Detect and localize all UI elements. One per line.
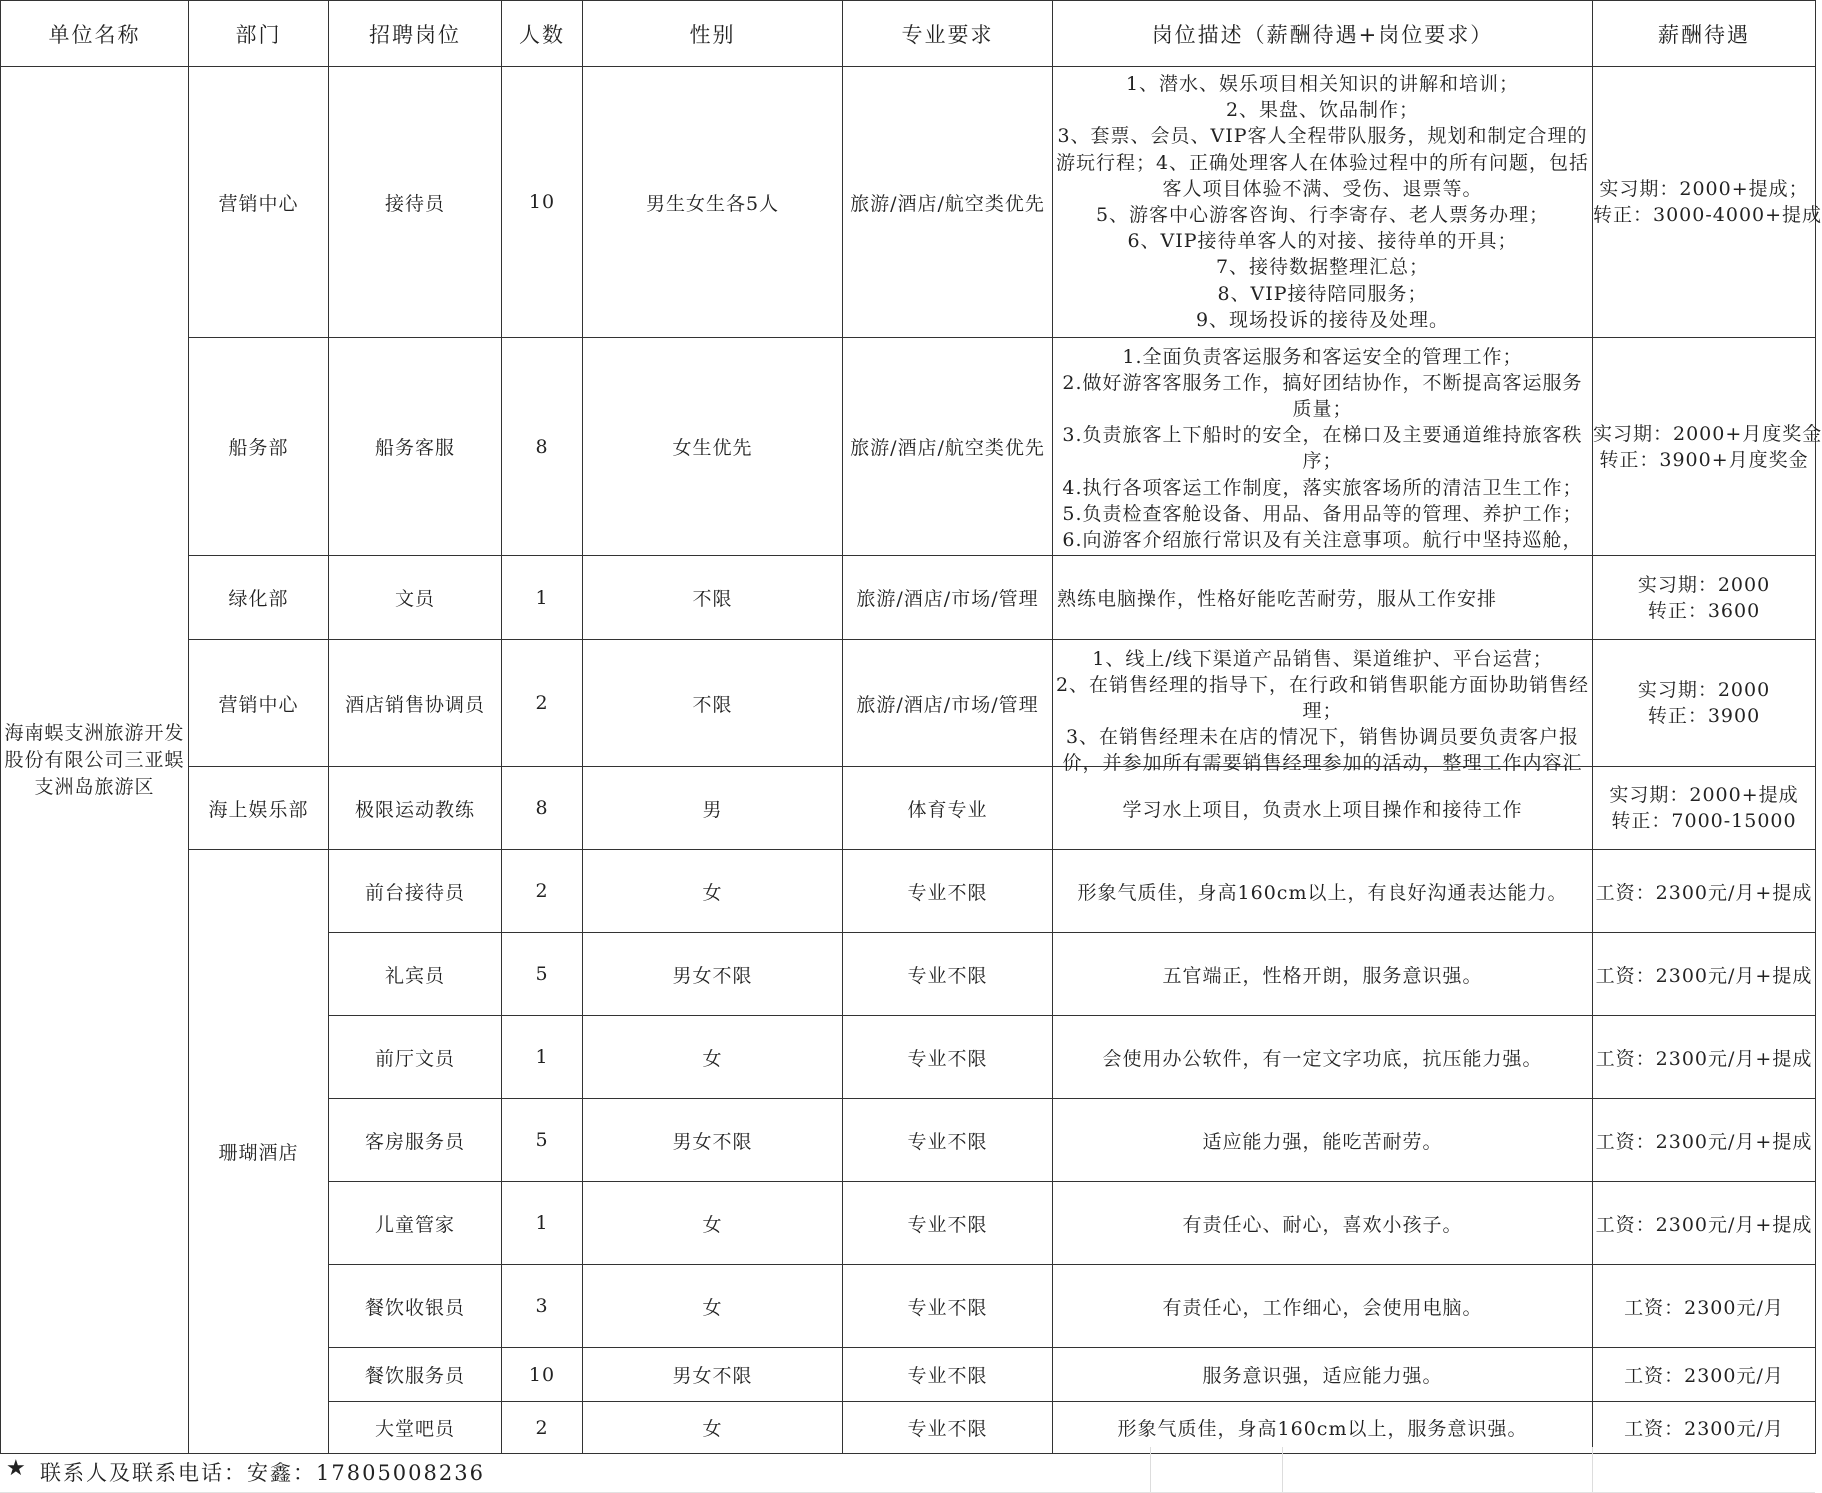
desc-line: 1.全面负责客运服务和客运安全的管理工作； [1122,345,1523,368]
desc-line: 客人项目体验不满、受伤、退票等。 [1162,177,1483,200]
desc-line: 游玩行程；4、正确处理客人在体验过程中的所有问题，包括 [1055,151,1590,174]
pay-cell: 工资：2300元/月 [1593,1402,1816,1454]
header-company: 单位名称 [1,1,189,67]
desc-line: 6.向游客介绍旅行常识及有关注意事项。航行中坚持巡舱， [1062,528,1583,551]
pay-cell: 工资：2300元/月+提成 [1593,933,1816,1016]
company-name: 海南蜈支洲旅游开发股份有限公司三亚蜈支洲岛旅游区 [4,721,185,798]
pay-cell: 工资：2300元/月+提成 [1593,850,1816,933]
gender-cell: 男女不限 [583,1099,843,1182]
count-cell: 1 [502,1016,583,1099]
major-cell: 旅游/酒店/航空类优先 [843,67,1053,338]
major-cell: 体育专业 [843,767,1053,850]
grid-divider [1592,1447,1593,1493]
header-pay: 薪酬待遇 [1593,1,1816,67]
pay-cell: 工资：2300元/月+提成 [1593,1016,1816,1099]
dept-cell: 珊瑚酒店 [189,850,329,1454]
count-cell: 1 [502,1182,583,1265]
count-cell: 2 [502,1402,583,1454]
desc-cell: 形象气质佳，身高160cm以上，有良好沟通表达能力。 [1053,850,1593,933]
gender-cell: 女生优先 [583,338,843,556]
desc-line: 8、VIP接待陪同服务； [1217,282,1428,305]
desc-cell: 五官端正，性格开朗，服务意识强。 [1053,933,1593,1016]
dept-cell: 海上娱乐部 [189,767,329,850]
desc-line: 3.负责旅客上下船时的安全，在梯口及主要通道维持旅客秩 [1062,424,1583,447]
desc-line: 3、在销售经理未在店的情况下，销售协调员要负责客户报 [1065,726,1580,749]
pay-line: 实习期：2000+提成； [1599,178,1809,200]
count-cell: 1 [502,556,583,640]
major-cell: 专业不限 [843,850,1053,933]
desc-line: 9、现场投诉的接待及处理。 [1195,308,1450,331]
pay-line: 转正：3900 [1647,705,1761,727]
position-cell: 礼宾员 [329,933,502,1016]
pay-cell: 工资：2300元/月 [1593,1265,1816,1348]
pay-line: 转正：3600 [1647,599,1761,622]
desc-line: 4.执行各项客运工作制度，落实旅客场所的清洁卫生工作； [1062,476,1583,499]
pay-line: 实习期：2000 [1637,679,1771,701]
footer [0,1447,1815,1493]
pay-cell: 工资：2300元/月 [1593,1348,1816,1402]
pay-line: 转正：3000-4000+提成 [1593,204,1822,226]
header-position: 招聘岗位 [329,1,502,67]
gender-cell: 女 [583,1402,843,1454]
desc-line: 7、接待数据整理汇总； [1215,256,1430,279]
desc-cell: 熟练电脑操作，性格好能吃苦耐劳，服从工作安排 [1053,556,1593,640]
position-cell: 大堂吧员 [329,1402,502,1454]
count-cell: 8 [502,338,583,556]
count-cell: 3 [502,1265,583,1348]
position-cell: 船务客服 [329,338,502,556]
desc-line: 5、游客中心游客咨询、行李寄存、老人票务办理； [1095,204,1550,227]
grid-divider [1150,1447,1151,1493]
position-cell: 客房服务员 [329,1099,502,1182]
major-cell: 旅游/酒店/市场/管理 [843,640,1053,767]
contact-info: 联系人及联系电话：安鑫：17805008236 [40,1461,485,1485]
company-name-cell [1,67,189,1454]
major-cell: 专业不限 [843,1402,1053,1454]
pay-line: 实习期：2000+月度奖金 [1593,422,1822,445]
dept-cell: 营销中心 [189,67,329,338]
count-cell: 2 [502,640,583,767]
pay-cell: 工资：2300元/月+提成 [1593,1099,1816,1182]
count-cell: 10 [502,67,583,338]
pay-line: 实习期：2000 [1637,573,1771,596]
header-major: 专业要求 [843,1,1053,67]
desc-line: 理； [1302,699,1343,722]
major-cell: 专业不限 [843,1016,1053,1099]
header-gender: 性别 [583,1,843,67]
desc-line: 序； [1302,450,1343,473]
count-cell: 5 [502,933,583,1016]
gender-cell: 男生女生各5人 [583,67,843,338]
position-cell: 文员 [329,556,502,640]
desc-cell: 有责任心、耐心，喜欢小孩子。 [1053,1182,1593,1265]
pay-line: 转正：3900+月度奖金 [1599,448,1809,471]
gender-cell: 男女不限 [583,1348,843,1402]
desc-cell: 适应能力强，能吃苦耐劳。 [1053,1099,1593,1182]
desc-cell [1053,338,1593,556]
position-cell: 极限运动教练 [329,767,502,850]
major-cell: 专业不限 [843,1182,1053,1265]
major-cell: 旅游/酒店/市场/管理 [843,556,1053,640]
desc-line: 3、套票、会员、VIP客人全程带队服务，规划和制定合理的 [1057,125,1588,148]
major-cell: 专业不限 [843,1265,1053,1348]
position-cell: 前厅文员 [329,1016,502,1099]
gender-cell: 女 [583,1265,843,1348]
desc-cell: 服务意识强，适应能力强。 [1053,1348,1593,1402]
count-cell: 2 [502,850,583,933]
desc-line: 6、VIP接待单客人的对接、接待单的开具； [1127,230,1518,253]
pay-cell [1593,67,1822,338]
pay-cell [1593,338,1822,556]
pay-line: 转正：7000-15000 [1611,810,1797,832]
position-cell: 餐饮服务员 [329,1348,502,1402]
gender-cell: 女 [583,1182,843,1265]
header-count: 人数 [502,1,583,67]
gender-cell: 男女不限 [583,933,843,1016]
gender-cell: 不限 [583,640,843,767]
pay-cell [1593,556,1816,640]
header-row [1,1,1816,67]
desc-line: 2、在销售经理的指导下，在行政和销售职能方面协助销售经 [1055,673,1590,696]
header-desc: 岗位描述（薪酬待遇+岗位要求） [1053,1,1593,67]
desc-line: 1、潜水、娱乐项目相关知识的讲解和培训； [1125,73,1520,95]
star-icon: ★ [6,1456,26,1481]
desc-cell [1053,640,1593,775]
count-cell: 8 [502,767,583,850]
desc-cell: 形象气质佳，身高160cm以上，服务意识强。 [1053,1402,1593,1454]
desc-cell: 有责任心，工作细心，会使用电脑。 [1053,1265,1593,1348]
major-cell: 旅游/酒店/航空类优先 [843,338,1053,556]
desc-line: 2.做好游客客服务工作，搞好团结协作，不断提高客运服务 [1062,371,1583,394]
position-cell: 餐饮收银员 [329,1265,502,1348]
major-cell: 专业不限 [843,1099,1053,1182]
desc-line: 1、线上/线下渠道产品销售、渠道维护、平台运营； [1092,647,1553,670]
table-row [1,67,1816,338]
pay-cell [1593,640,1816,767]
pay-cell: 工资：2300元/月+提成 [1593,1182,1816,1265]
desc-cell [1053,67,1593,338]
table-row [1,767,1816,850]
table-row [1,556,1816,640]
position-cell: 儿童管家 [329,1182,502,1265]
header-dept: 部门 [189,1,329,67]
pay-cell [1593,767,1816,850]
gender-cell: 不限 [583,556,843,640]
desc-cell: 会使用办公软件，有一定文字功底，抗压能力强。 [1053,1016,1593,1099]
gender-cell: 男 [583,767,843,850]
pay-line: 实习期：2000+提成 [1609,784,1799,806]
gender-cell: 女 [583,850,843,933]
count-cell: 10 [502,1348,583,1402]
count-cell: 5 [502,1099,583,1182]
dept-cell: 绿化部 [189,556,329,640]
table-row [1,640,1816,767]
desc-line: 5.负责检查客舱设备、用品、备用品等的管理、养护工作； [1062,502,1583,525]
desc-cell: 学习水上项目，负责水上项目操作和接待工作 [1053,767,1593,850]
position-cell: 前台接待员 [329,850,502,933]
grid-divider [1282,1447,1283,1493]
major-cell: 专业不限 [843,1348,1053,1402]
table-row [1,850,1816,933]
gender-cell: 女 [583,1016,843,1099]
dept-cell: 船务部 [189,338,329,556]
position-cell: 接待员 [329,67,502,338]
desc-line: 质量； [1292,397,1353,420]
desc-line: 2、果盘、饮品制作； [1225,99,1420,122]
dept-cell: 营销中心 [189,640,329,767]
table-row [1,338,1816,556]
position-cell: 酒店销售协调员 [329,640,502,767]
major-cell: 专业不限 [843,933,1053,1016]
desc-line: 价，并参加所有需要销售经理参加的活动，整理工作内容汇 [1062,752,1583,775]
